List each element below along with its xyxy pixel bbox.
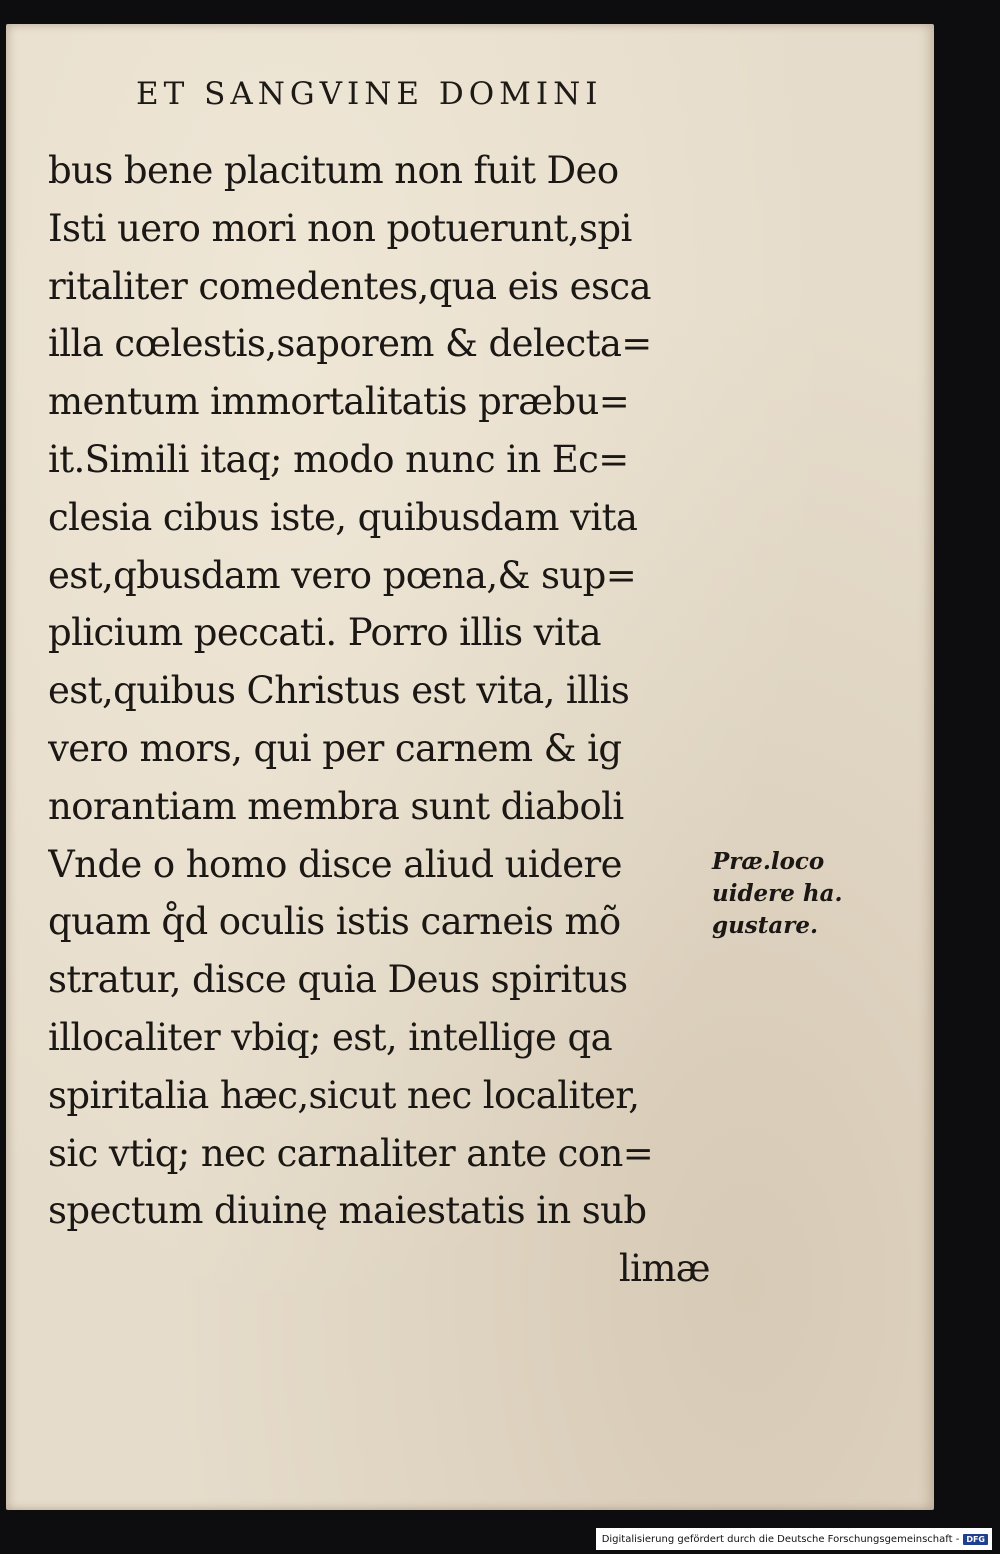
text-line: Vnde o homo disce aliud uidere — [48, 842, 622, 886]
text-line: ritaliter comedentes,qua eis esca — [48, 264, 651, 308]
text-line: plicium peccati. Porro illis vita — [48, 611, 601, 655]
text-line: mentum immortalitatis præbu= — [48, 380, 630, 424]
text-line: stratur, disce quia Deus spiritus — [48, 958, 628, 1002]
catchword: limæ — [618, 1247, 710, 1291]
text-line: Isti uero mori non potuerunt,spi — [48, 206, 632, 250]
text-line: bus bene placitum non fuit Deo — [48, 149, 619, 192]
body-text — [48, 142, 716, 1298]
text-line: clesia cibus iste, quibusdam vita — [48, 495, 638, 539]
marginal-note — [712, 846, 862, 942]
text-line: illa cœlestis,saporem & delecta= — [48, 322, 652, 366]
text-line: est,quibus Christus est vita, illis — [48, 669, 630, 713]
book-page — [6, 24, 934, 1510]
text-line: quam q̊d oculis istis carneis mõ — [48, 900, 621, 944]
credit-text: Digitalisierung gefördert durch die Deutsche Forschungsgemeinschaft - — [601, 1533, 960, 1545]
marginal-note-line: uidere ha. — [712, 880, 843, 907]
marginal-note-line: Præ.loco — [712, 848, 825, 875]
text-line: vero mors, qui per carnem & ig — [48, 726, 622, 770]
text-line: sic vtiq; nec carnaliter ante con= — [48, 1131, 654, 1175]
text-line: illocaliter vbiq; est, intellige qa — [48, 1015, 613, 1059]
digitization-credit — [596, 1528, 992, 1550]
text-line: spiritalia hæc,sicut nec localiter, — [48, 1073, 640, 1117]
text-line: norantiam membra sunt diaboli — [48, 784, 624, 828]
running-head: ET SANGVINE DOMINI — [136, 76, 603, 112]
text-line: spectum diuinę maiestatis in sub — [48, 1189, 647, 1233]
marginal-note-line: gustare. — [712, 912, 819, 939]
dfg-logo: DFG — [963, 1534, 988, 1545]
text-line: it.Simili itaq; modo nunc in Ec= — [48, 437, 629, 481]
text-line: est,qbusdam vero pœna,& sup= — [48, 553, 637, 597]
